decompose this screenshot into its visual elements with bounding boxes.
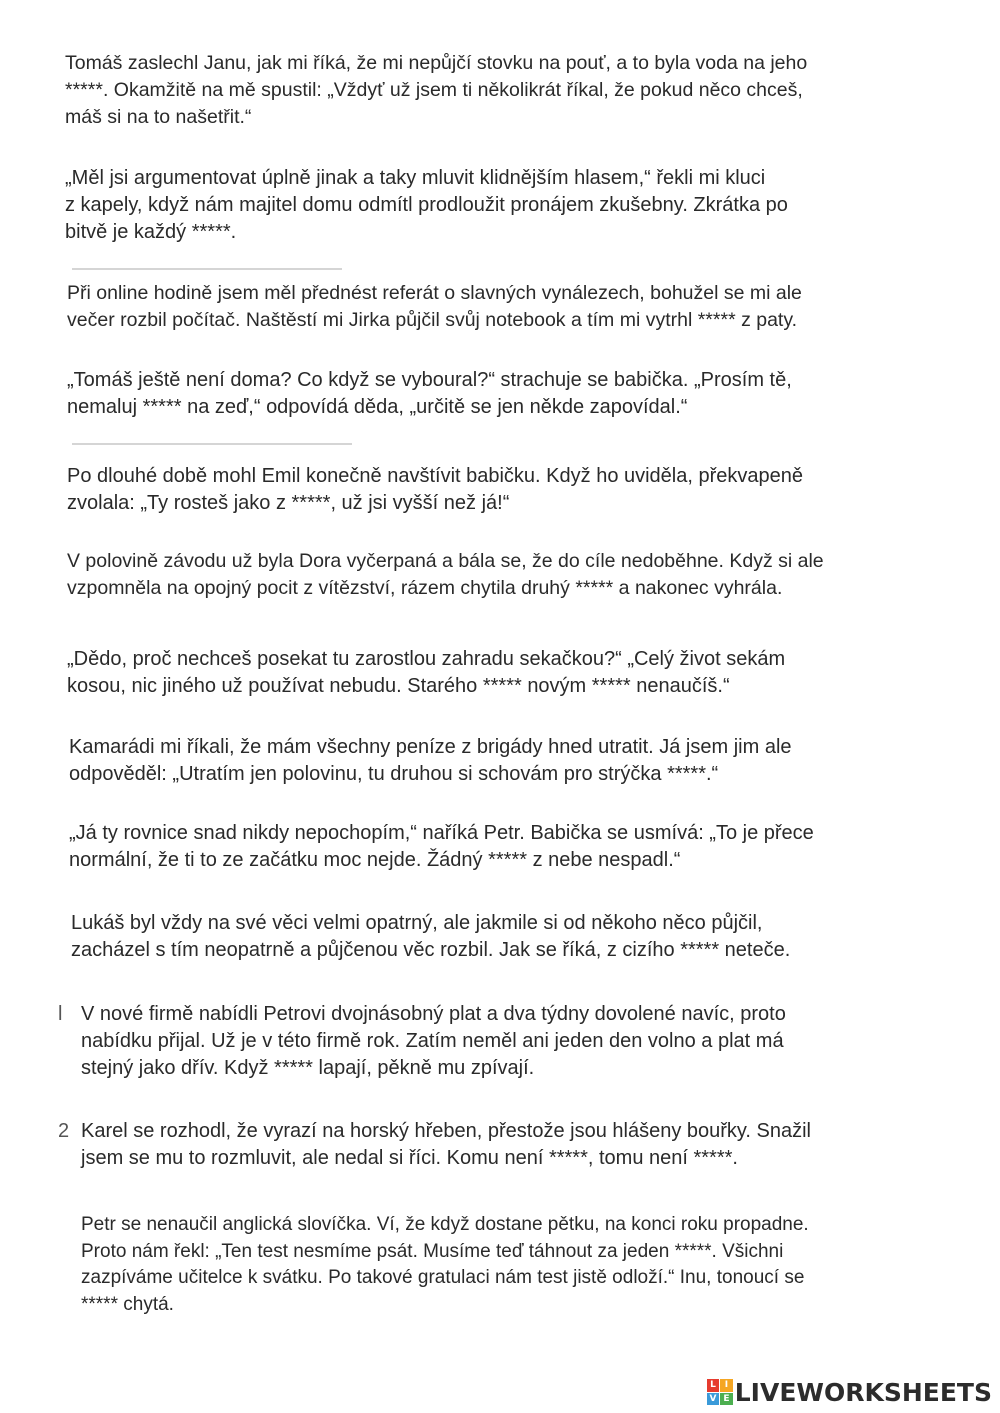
item-marker: l (58, 1003, 63, 1025)
scan-artifact (72, 443, 352, 445)
paragraph-line: „Tomáš ještě není doma? Co když se vyboural?“ strachuje se babička. „Prosím tě, (67, 369, 792, 391)
paragraph-line: jsem se mu to rozmluvit, ale nedal si říci. Komu není *****, tomu není *****. (81, 1147, 738, 1169)
paragraph-line: z kapely, když nám majitel domu odmítl prodloužit pronájem zkušebny. Zkrátka po (65, 194, 788, 216)
logo-text: LIVEWORKSHEETS (734, 1377, 992, 1407)
scan-artifact (72, 268, 342, 270)
logo-mark-tile: E (720, 1393, 733, 1406)
paragraph-line: V nové firmě nabídli Petrovi dvojnásobný plat a dva týdny dovolené navíc, proto (81, 1003, 786, 1025)
item-marker: 2 (58, 1120, 70, 1142)
logo-mark-tile: V (707, 1393, 720, 1406)
paragraph-line: vzpomněla na opojný pocit z vítězství, rázem chytila druhý ***** a nakonec vyhrála. (67, 577, 783, 599)
paragraph-1 (65, 50, 807, 131)
logo-mark-icon (707, 1379, 733, 1405)
paragraph-line: nabídku přijal. Už je v této firmě rok. Zatím neměl ani jeden den volno a plat má (81, 1030, 784, 1052)
paragraph-4 (67, 367, 792, 421)
paragraph-line: stejný jako dřív. Když ***** lapají, pěkně mu zpívají. (81, 1057, 535, 1079)
paragraph-line: „Měl jsi argumentovat úplně jinak a taky mluvit klidnějším hlasem,“ řekli mi kluci (65, 167, 766, 189)
paragraph-8 (69, 734, 792, 788)
paragraph-line: zacházel s tím neopatrně a půjčenou věc rozbil. Jak se říká, z cizího ***** neteče. (71, 939, 791, 961)
paragraph-line: Kamarádi mi říkali, že mám všechny peníze z brigády hned utratit. Já jsem jim ale (69, 736, 792, 758)
paragraph-line: Karel se rozhodl, že vyrazí na horský hřeben, přestože jsou hlášeny bouřky. Snažil (81, 1120, 811, 1142)
paragraph-line: večer rozbil počítač. Naštěstí mi Jirka půjčil svůj notebook a tím mi vytrhl ***** z paty. (67, 309, 798, 331)
paragraph-9 (69, 820, 814, 874)
paragraph-5 (67, 463, 803, 517)
paragraph-line: odpověděl: „Utratím jen polovinu, tu druhou si schovám pro strýčka *****.“ (69, 763, 719, 785)
paragraph-line: Při online hodině jsem měl přednést referát o slavných vynálezech, bohužel se mi ale (67, 282, 802, 304)
paragraph-line: normální, že ti to ze začátku moc nejde. Žádný ***** z nebe nespadl.“ (69, 849, 681, 871)
paragraph-line: Lukáš byl vždy na své věci velmi opatrný, ale jakmile si od někoho něco půjčil, (71, 912, 763, 934)
paragraph-line: Po dlouhé době mohl Emil konečně navštívit babičku. Když ho uviděla, překvapeně (67, 465, 804, 487)
paragraph-line: ***** chytá. (81, 1293, 174, 1315)
paragraph-10 (71, 910, 790, 964)
paragraph-3 (67, 280, 802, 334)
paragraph-line: zazpíváme učitelce k svátku. Po takové gratulaci nám test jistě odloží.“ Inu, tonoucí se (81, 1267, 805, 1288)
paragraph-line: „Já ty rovnice snad nikdy nepochopím,“ naříká Petr. Babička se usmívá: „To je přece (69, 822, 814, 844)
paragraph-line: „Dědo, proč nechceš posekat tu zarostlou zahradu sekačkou?“ „Celý život sekám (67, 648, 786, 670)
paragraph-line: máš si na to našetřit.“ (65, 106, 252, 128)
liveworksheets-logo (707, 1377, 992, 1407)
paragraph-line: bitvě je každý *****. (65, 221, 237, 243)
logo-mark-tile: I (720, 1379, 733, 1392)
logo-mark-tile: L (707, 1379, 720, 1392)
paragraph-7 (67, 646, 785, 700)
paragraph-line: *****. Okamžitě na mě spustil: „Vždyť už jsem ti několikrát říkal, že pokud něco chceš, (65, 79, 803, 101)
paragraph-line: Proto nám řekl: „Ten test nesmíme psát. Musíme teď táhnout za jeden *****. Všichni (81, 1240, 784, 1262)
paragraph-line: Tomáš zaslechl Janu, jak mi říká, že mi nepůjčí stovku na pouť, a to byla voda na jeho (65, 52, 808, 74)
paragraph-13 (81, 1212, 809, 1318)
paragraph-line: zvolala: „Ty rosteš jako z *****, už jsi vyšší než já!“ (67, 492, 510, 514)
paragraph-6 (67, 548, 824, 602)
paragraph-line: V polovině závodu už byla Dora vyčerpaná a bála se, že do cíle nedoběhne. Když si ale (67, 550, 824, 572)
paragraph-12 (81, 1118, 811, 1172)
paragraph-2 (65, 165, 788, 246)
paragraph-11 (81, 1001, 786, 1082)
paragraph-line: nemaluj ***** na zeď,“ odpovídá děda, „určitě se jen někde zapovídal.“ (67, 396, 688, 418)
paragraph-line: Petr se nenaučil anglická slovíčka. Ví, že když dostane pětku, na konci roku propadne. (81, 1214, 809, 1235)
paragraph-line: kosou, nic jiného už používat nebudu. Starého ***** novým ***** nenaučíš.“ (67, 675, 730, 697)
